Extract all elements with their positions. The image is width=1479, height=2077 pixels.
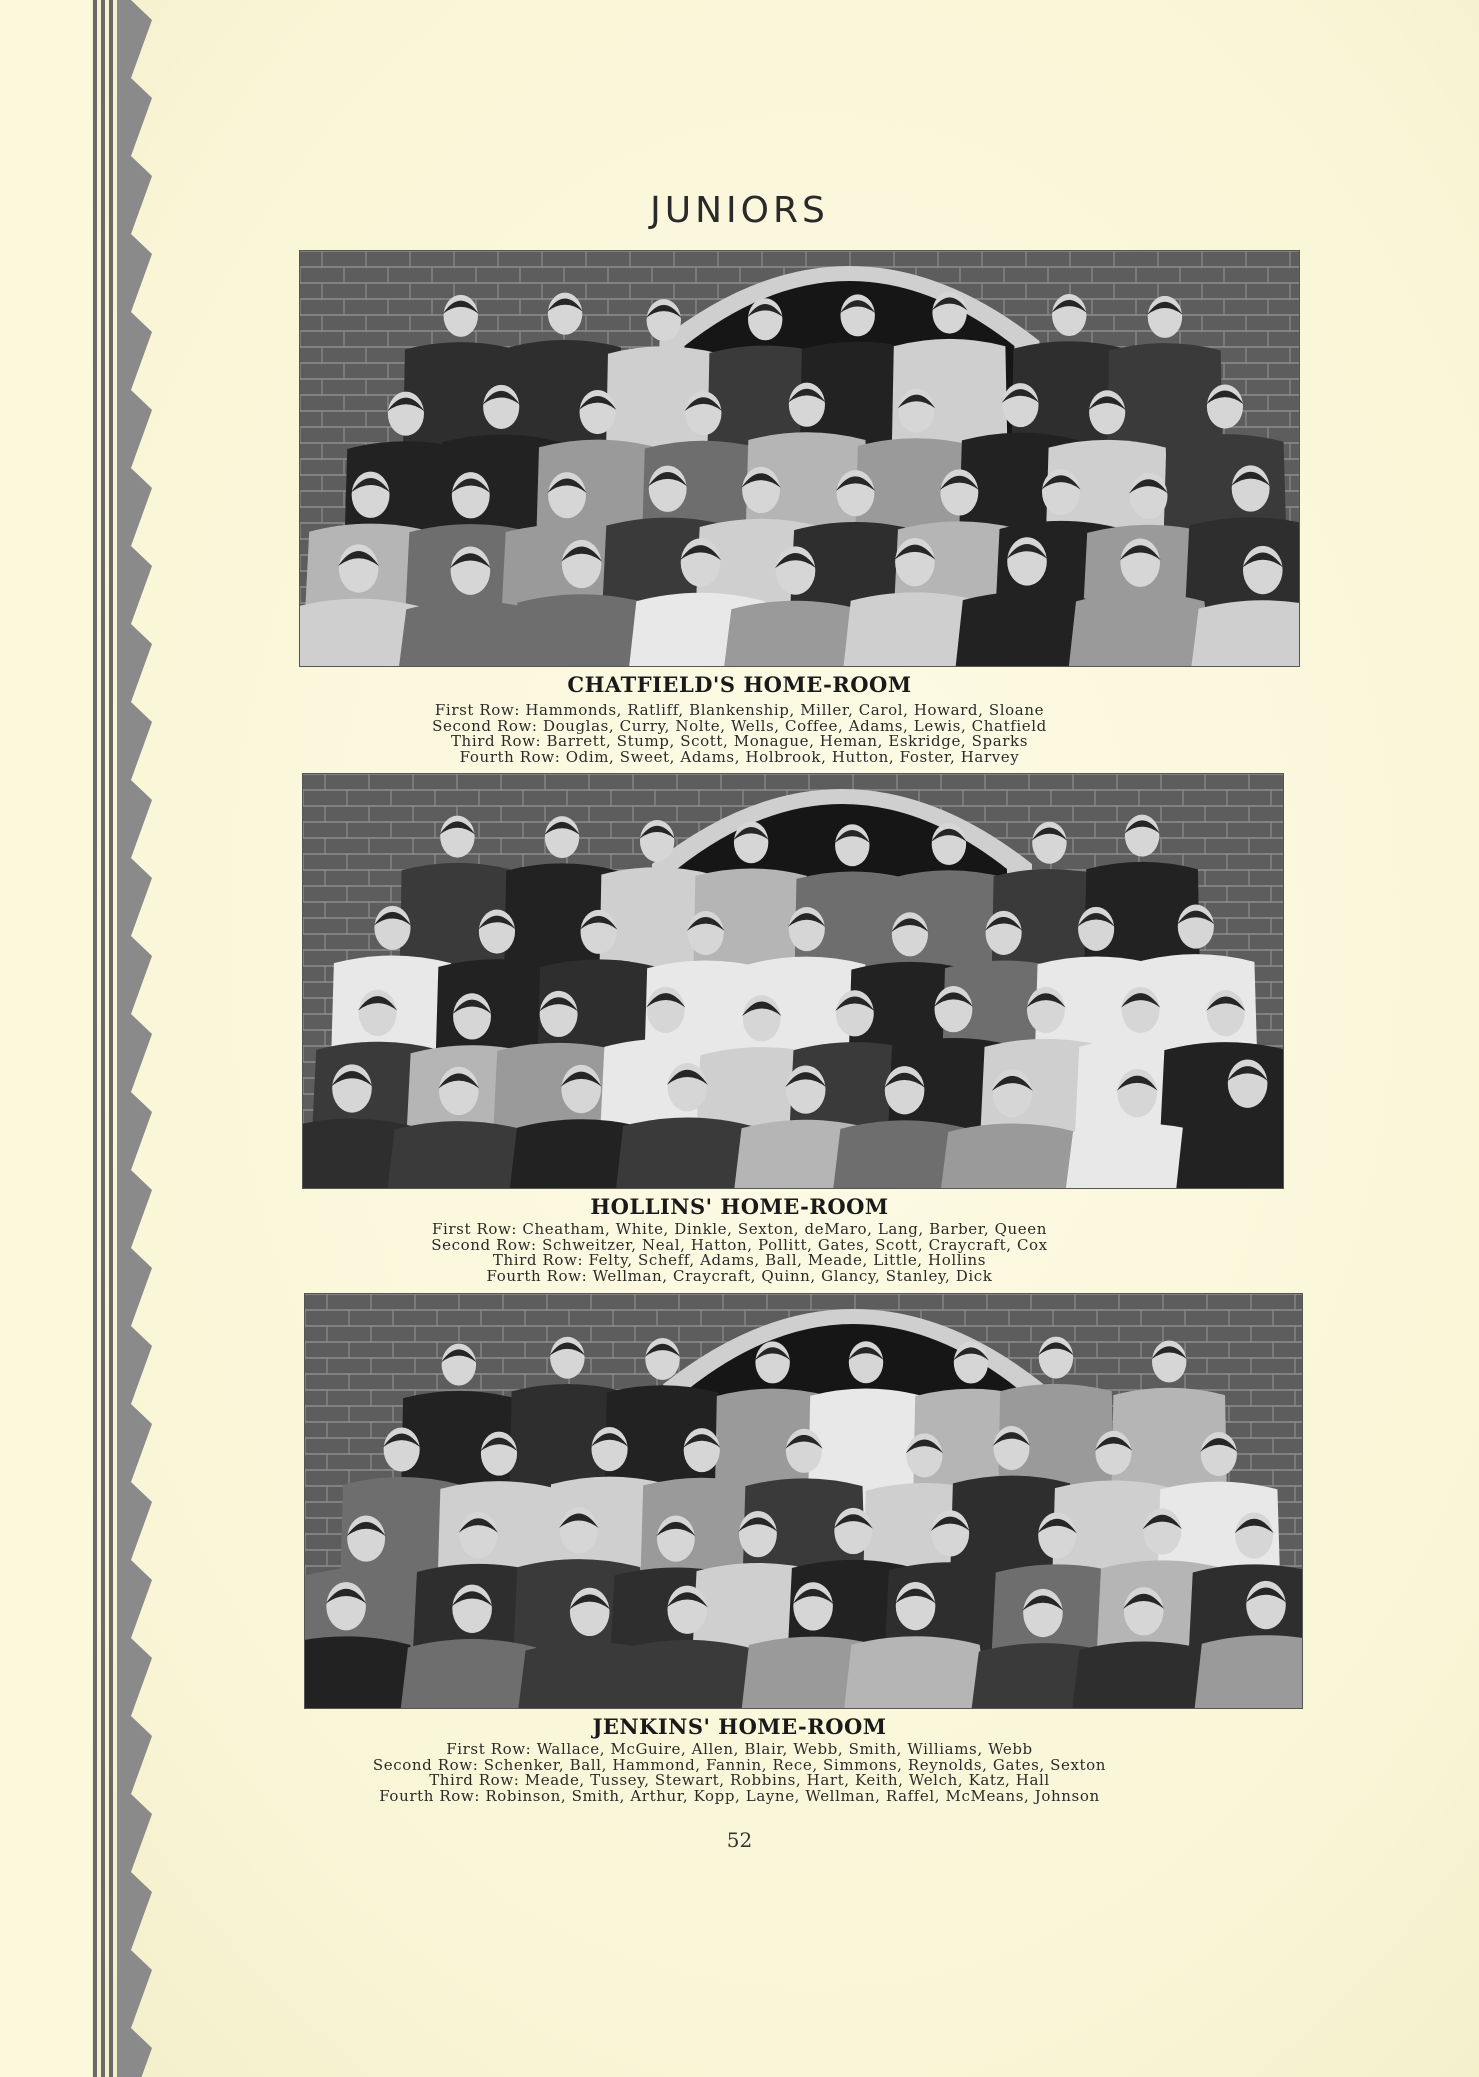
caption-row: Fourth Row: Robinson, Smith, Arthur, Kopp, Layne, Wellman, Raffel, McMeans, Johnson — [379, 1786, 1100, 1805]
group-photo-hollins — [302, 773, 1284, 1189]
caption-row: Third Row: Meade, Tussey, Stewart, Robbins, Hart, Keith, Welch, Katz, Hall — [429, 1771, 1050, 1789]
caption-row: Third Row: Barrett, Stump, Scott, Monague, Heman, Eskridge, Sparks — [450, 732, 1029, 750]
caption-row: Fourth Row: Wellman, Craycraft, Quinn, Glancy, Stanley, Dick — [486, 1266, 993, 1285]
caption-row: First Row: Cheatham, White, Dinkle, Sexton, deMaro, Lang, Barber, Queen — [431, 1220, 1048, 1238]
caption-row: Second Row: Schenker, Ball, Hammond, Fannin, Rece, Simmons, Reynolds, Gates, Sexton — [372, 1755, 1107, 1774]
caption-row: First Row: Wallace, McGuire, Allen, Blair, Webb, Smith, Williams, Webb — [446, 1740, 1033, 1758]
page-title: JUNIORS — [650, 190, 829, 231]
group-photo-chatfield — [299, 250, 1300, 667]
caption-row: First Row: Hammonds, Ratliff, Blankenship, Miller, Carol, Howard, Sloane — [434, 701, 1045, 719]
caption-row: Fourth Row: Odim, Sweet, Adams, Holbrook, Hutton, Foster, Harvey — [459, 747, 1020, 766]
page-number: 52 — [726, 1828, 753, 1852]
caption-row: Second Row: Schweitzer, Neal, Hatton, Pollitt, Gates, Scott, Craycraft, Cox — [431, 1235, 1048, 1254]
section-title: CHATFIELD'S HOME-ROOM — [567, 672, 912, 697]
group-photo-jenkins — [304, 1293, 1303, 1709]
caption-rows — [0, 703, 1479, 765]
caption-rows — [0, 1742, 1479, 1804]
section-title: HOLLINS' HOME-ROOM — [590, 1194, 889, 1219]
caption-row: Second Row: Douglas, Curry, Nolte, Wells, Coffee, Adams, Lewis, Chatfield — [432, 716, 1047, 735]
caption-rows — [0, 1222, 1479, 1284]
caption-row: Third Row: Felty, Scheff, Adams, Ball, Meade, Little, Hollins — [492, 1251, 987, 1269]
section-title: JENKINS' HOME-ROOM — [592, 1714, 887, 1739]
